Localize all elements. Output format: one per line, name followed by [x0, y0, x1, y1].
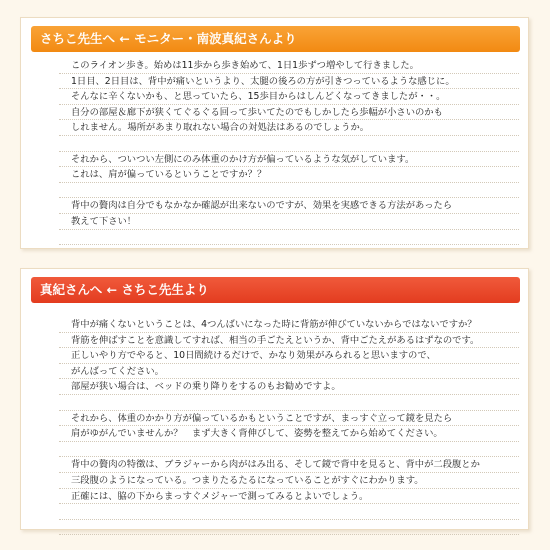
text-line [59, 395, 519, 411]
message-lines [59, 58, 519, 245]
text-line: このライオン歩き。始めは11歩から歩き始めて、1日1歩ずつ増やして行きました。 [59, 58, 519, 74]
text-line: 肩がゆがんでいませんか？ まず大きく背伸びして、姿勢を整えてから始めてください。 [59, 426, 519, 442]
text-line: それから、ついつい左側にのみ体重のかけ方が偏っているような気がしています。 [59, 152, 519, 168]
text-line [59, 520, 519, 536]
section-title: さちこ先生へ ← モニター・南波真紀さんより [31, 26, 520, 52]
text-line: 正確には、脇の下からまっすぐメジャーで測ってみるとよいでしょう。 [59, 489, 519, 505]
text-line: しれません。場所があまり取れない場合の対処法はあるのでしょうか。 [59, 120, 519, 136]
text-line: 教えて下さい！ [59, 214, 519, 230]
text-line [59, 136, 519, 152]
monitor-message-card [20, 17, 529, 249]
text-line: 三段腹のようになっている。つまりたるたるになっていることがすぐにわかります。 [59, 473, 519, 489]
text-line: 1日目、2日目は、背中が痛いというより、太腿の後ろの方が引きつっているような感じに。 [59, 74, 519, 90]
text-line: 背筋を伸ばすことを意識してすれば、相当の手ごたえというか、背中ごたえがあるはずなのです。 [59, 333, 519, 349]
text-line: 自分の部屋＆廊下が狭くてぐるぐる回って歩いてたのでもしかしたら歩幅が小さいのかも [59, 105, 519, 121]
text-line: 背中の贅肉は自分でもなかなか確認が出来ないのですが、効果を実感できる方法があったら [59, 198, 519, 214]
text-line: がんばってください。 [59, 364, 519, 380]
text-line: 部屋が狭い場合は、ベッドの乗り降りをするのもお勧めですよ。 [59, 379, 519, 395]
text-line [59, 183, 519, 199]
text-line: これは、肩が偏っているということですか？？ [59, 167, 519, 183]
text-line: 背中の贅肉の特徴は、ブラジャーから肉がはみ出る、そして鏡で背中を見ると、背中が二段腹とか [59, 457, 519, 473]
text-line [59, 230, 519, 246]
text-line: それから、体重のかかり方が偏っているかもということですが、まっすぐ立って鏡を見たら [59, 411, 519, 427]
text-line: 背中が痛くないということは、4つんばいになった時に背筋が伸びていないからではないですか？ [59, 317, 519, 333]
section-title: 真紀さんへ ← さちこ先生より [31, 277, 520, 303]
text-line: 正しいやり方でやると、10日間続けるだけで、かなり効果がみられると思いますので、 [59, 348, 519, 364]
text-line [59, 442, 519, 458]
message-lines [59, 317, 519, 535]
text-line: そんなに辛くないかも、と思っていたら、15歩目からはしんどくなってきましたが・・。 [59, 89, 519, 105]
text-line [59, 504, 519, 520]
teacher-reply-card [20, 268, 529, 530]
